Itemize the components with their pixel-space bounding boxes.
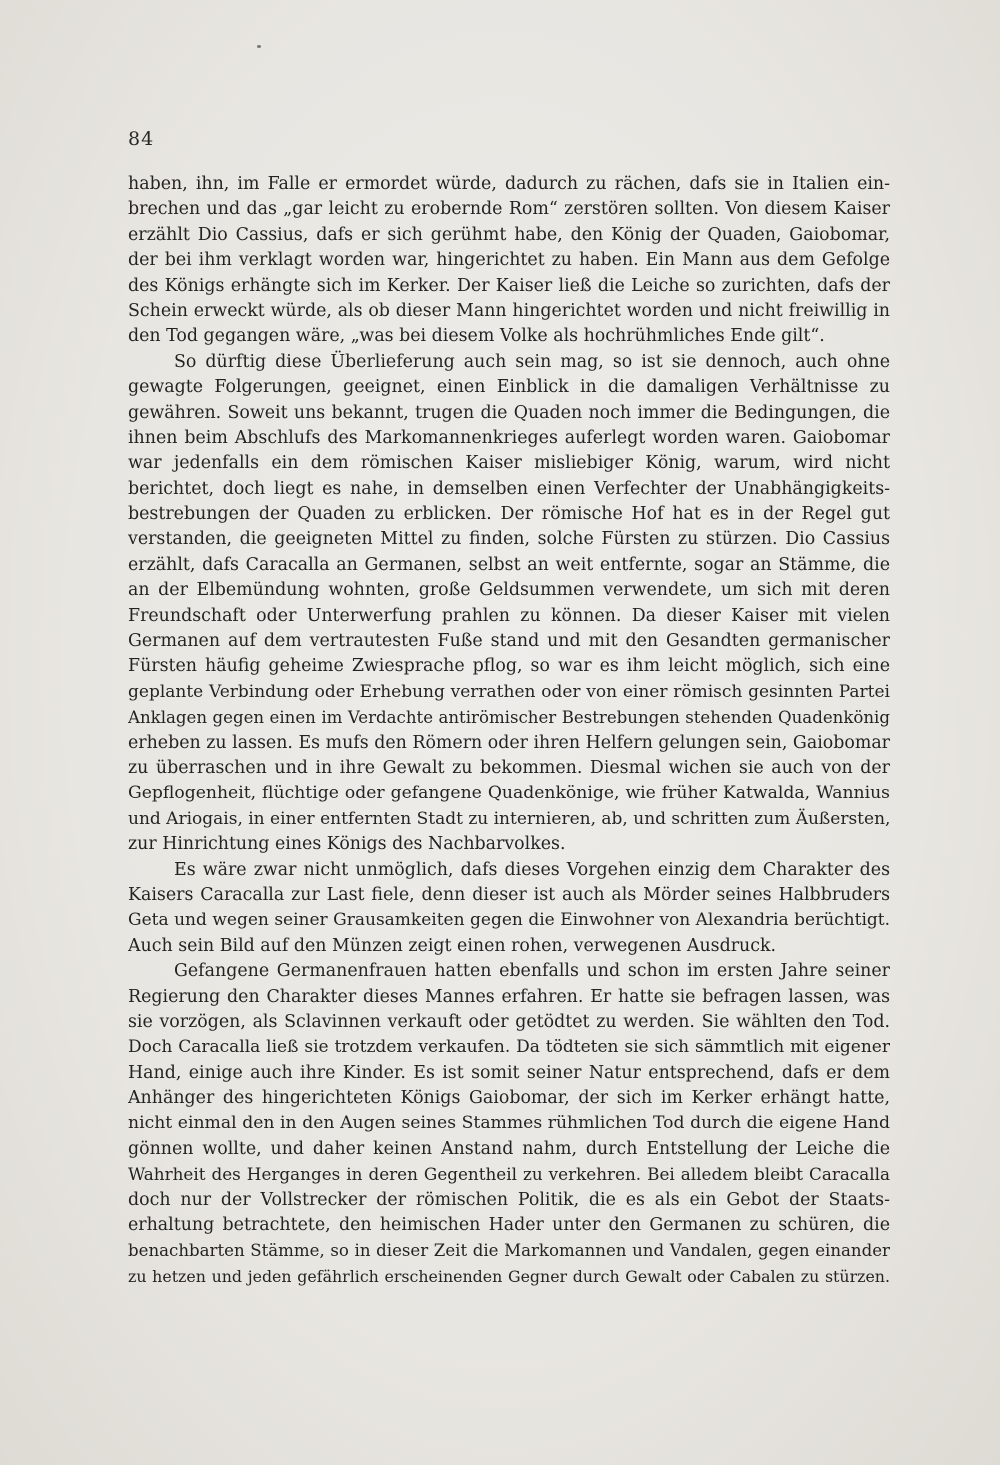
text-line: Anhänger des hingerichteten Königs Gaiobomar, der sich im Kerker erhängt hatte, (128, 1088, 890, 1109)
text-line: So dürftig diese Überlieferung auch sein mag, so ist sie dennoch, auch ohne (174, 351, 890, 372)
text-line: erheben zu lassen. Es mufs den Römern oder ihren Helfern gelungen sein, Gaiobomar (128, 732, 890, 753)
text-line: verstanden, die geeigneten Mittel zu finden, solche Fürsten zu stürzen. Dio Cassius (128, 529, 890, 550)
text-line: den Tod gegangen wäre, „was bei diesem Volke als hochrühmliches Ende gilt“. (128, 326, 825, 347)
text-line: brechen und das „gar leicht zu erobernde Rom“ zerstören sollten. Von diesem Kaiser (128, 199, 890, 220)
text-line: nicht einmal den in den Augen seines Stammes rühmlichen Tod durch die eigene Hand (128, 1113, 890, 1134)
text-line: an der Elbemündung wohnten, große Geldsummen verwendete, um sich mit deren (128, 580, 890, 601)
paragraph-2 (128, 350, 890, 858)
text-line: Gepflogenheit, flüchtige oder gefangene Quadenkönige, wie früher Katwalda, Wannius (128, 783, 890, 804)
paragraph-3 (128, 858, 890, 960)
text-line: Es wäre zwar nicht unmöglich, dafs dieses Vorgehen einzig dem Charakter des (174, 859, 890, 880)
text-line: Kaisers Caracalla zur Last fiele, denn dieser ist auch als Mörder seines Halbbruders (128, 884, 890, 905)
text-line: zur Hinrichtung eines Königs des Nachbarvolkes. (128, 834, 566, 855)
text-line: Hand, einige auch ihre Kinder. Es ist somit seiner Natur entsprechend, dafs er dem (128, 1062, 890, 1083)
text-line: ihnen beim Abschlufs des Markomannenkrieges auferlegt worden waren. Gaiobomar (128, 427, 890, 448)
text-line: Gefangene Germanenfrauen hatten ebenfalls und schon im ersten Jahre seiner (174, 961, 890, 982)
text-line: gewagte Folgerungen, geeignet, einen Einblick in die damaligen Verhältnisse zu (128, 377, 890, 398)
text-line: doch nur der Vollstrecker der römischen Politik, die es als ein Gebot der Staats- (128, 1189, 890, 1210)
text-line: Doch Caracalla ließ sie trotzdem verkaufen. Da tödteten sie sich sämmtlich mit eigener (128, 1037, 890, 1058)
text-line: Wahrheit des Herganges in deren Gegentheil zu verkehren. Bei alledem bleibt Caracalla (128, 1164, 890, 1185)
text-line: sie vorzögen, als Sclavinnen verkauft oder getödtet zu werden. Sie wählten den Tod. (128, 1011, 890, 1032)
text-line: war jedenfalls ein dem römischen Kaiser misliebiger König, warum, wird nicht (128, 453, 890, 474)
page-number: 84 (128, 128, 155, 150)
text-line: gönnen wollte, und daher keinen Anstand nahm, durch Entstellung der Leiche die (128, 1138, 890, 1159)
paragraph-4 (128, 959, 890, 1289)
text-line: erhaltung betrachtete, den heimischen Hader unter den Germanen zu schüren, die (128, 1215, 890, 1236)
text-line: der bei ihm verklagt worden war, hingerichtet zu haben. Ein Mann aus dem Gefolge (128, 250, 890, 271)
text-line: Germanen auf dem vertrautesten Fuße stand und mit den Gesandten germanischer (128, 631, 890, 652)
text-line: Geta und wegen seiner Grausamkeiten gegen die Einwohner von Alexandria berüchtigt. (128, 910, 890, 931)
text-line: erzählt, dafs Caracalla an Germanen, selbst an weit entfernte, sogar an Stämme, die (128, 554, 890, 575)
paragraph-1 (128, 172, 890, 350)
text-line: zu überraschen und in ihre Gewalt zu bekommen. Diesmal wichen sie auch von der (128, 757, 890, 778)
text-line: Freundschaft oder Unterwerfung prahlen zu können. Da dieser Kaiser mit vielen (128, 605, 890, 626)
text-line: berichtet, doch liegt es nahe, in demselben einen Verfechter der Unabhängigkeits- (128, 478, 890, 499)
text-line: Anklagen gegen einen im Verdachte antirömischer Bestrebungen stehenden Quadenkönig (128, 708, 890, 728)
text-line: zu hetzen und jeden gefährlich erscheinenden Gegner durch Gewalt oder Cabalen zu stürzen. (128, 1266, 890, 1286)
text-line: gewähren. Soweit uns bekannt, trugen die Quaden noch immer die Bedingungen, die (128, 402, 890, 423)
text-line: haben, ihn, im Falle er ermordet würde, dadurch zu rächen, dafs sie in Italien ein- (128, 174, 890, 194)
text-line: erzählt Dio Cassius, dafs er sich gerühmt habe, den König der Quaden, Gaiobomar, (128, 224, 890, 245)
text-line: des Königs erhängte sich im Kerker. Der Kaiser ließ die Leiche so zurichten, dafs der (128, 275, 890, 296)
body-text (128, 172, 890, 1289)
text-line: Schein erweckt würde, als ob dieser Mann hingerichtet worden und nicht freiwillig in (128, 300, 890, 321)
text-line: bestrebungen der Quaden zu erblicken. Der römische Hof hat es in der Regel gut (128, 504, 890, 525)
text-line: Regierung den Charakter dieses Mannes erfahren. Er hatte sie befragen lassen, was (128, 986, 890, 1007)
paper-speck (257, 45, 261, 48)
text-line: Fürsten häufig geheime Zwiesprache pflog, so war es ihm leicht möglich, sich eine (128, 656, 890, 677)
text-line: benachbarten Stämme, so in dieser Zeit die Markomannen und Vandalen, gegen einander (128, 1241, 890, 1261)
text-line: und Ariogais, in einer entfernten Stadt zu internieren, ab, und schritten zum Äußersten, (128, 808, 890, 829)
text-line: geplante Verbindung oder Erhebung verrathen oder von einer römisch gesinnten Partei (128, 681, 890, 702)
text-line: Auch sein Bild auf den Münzen zeigt einen rohen, verwegenen Ausdruck. (128, 935, 777, 956)
